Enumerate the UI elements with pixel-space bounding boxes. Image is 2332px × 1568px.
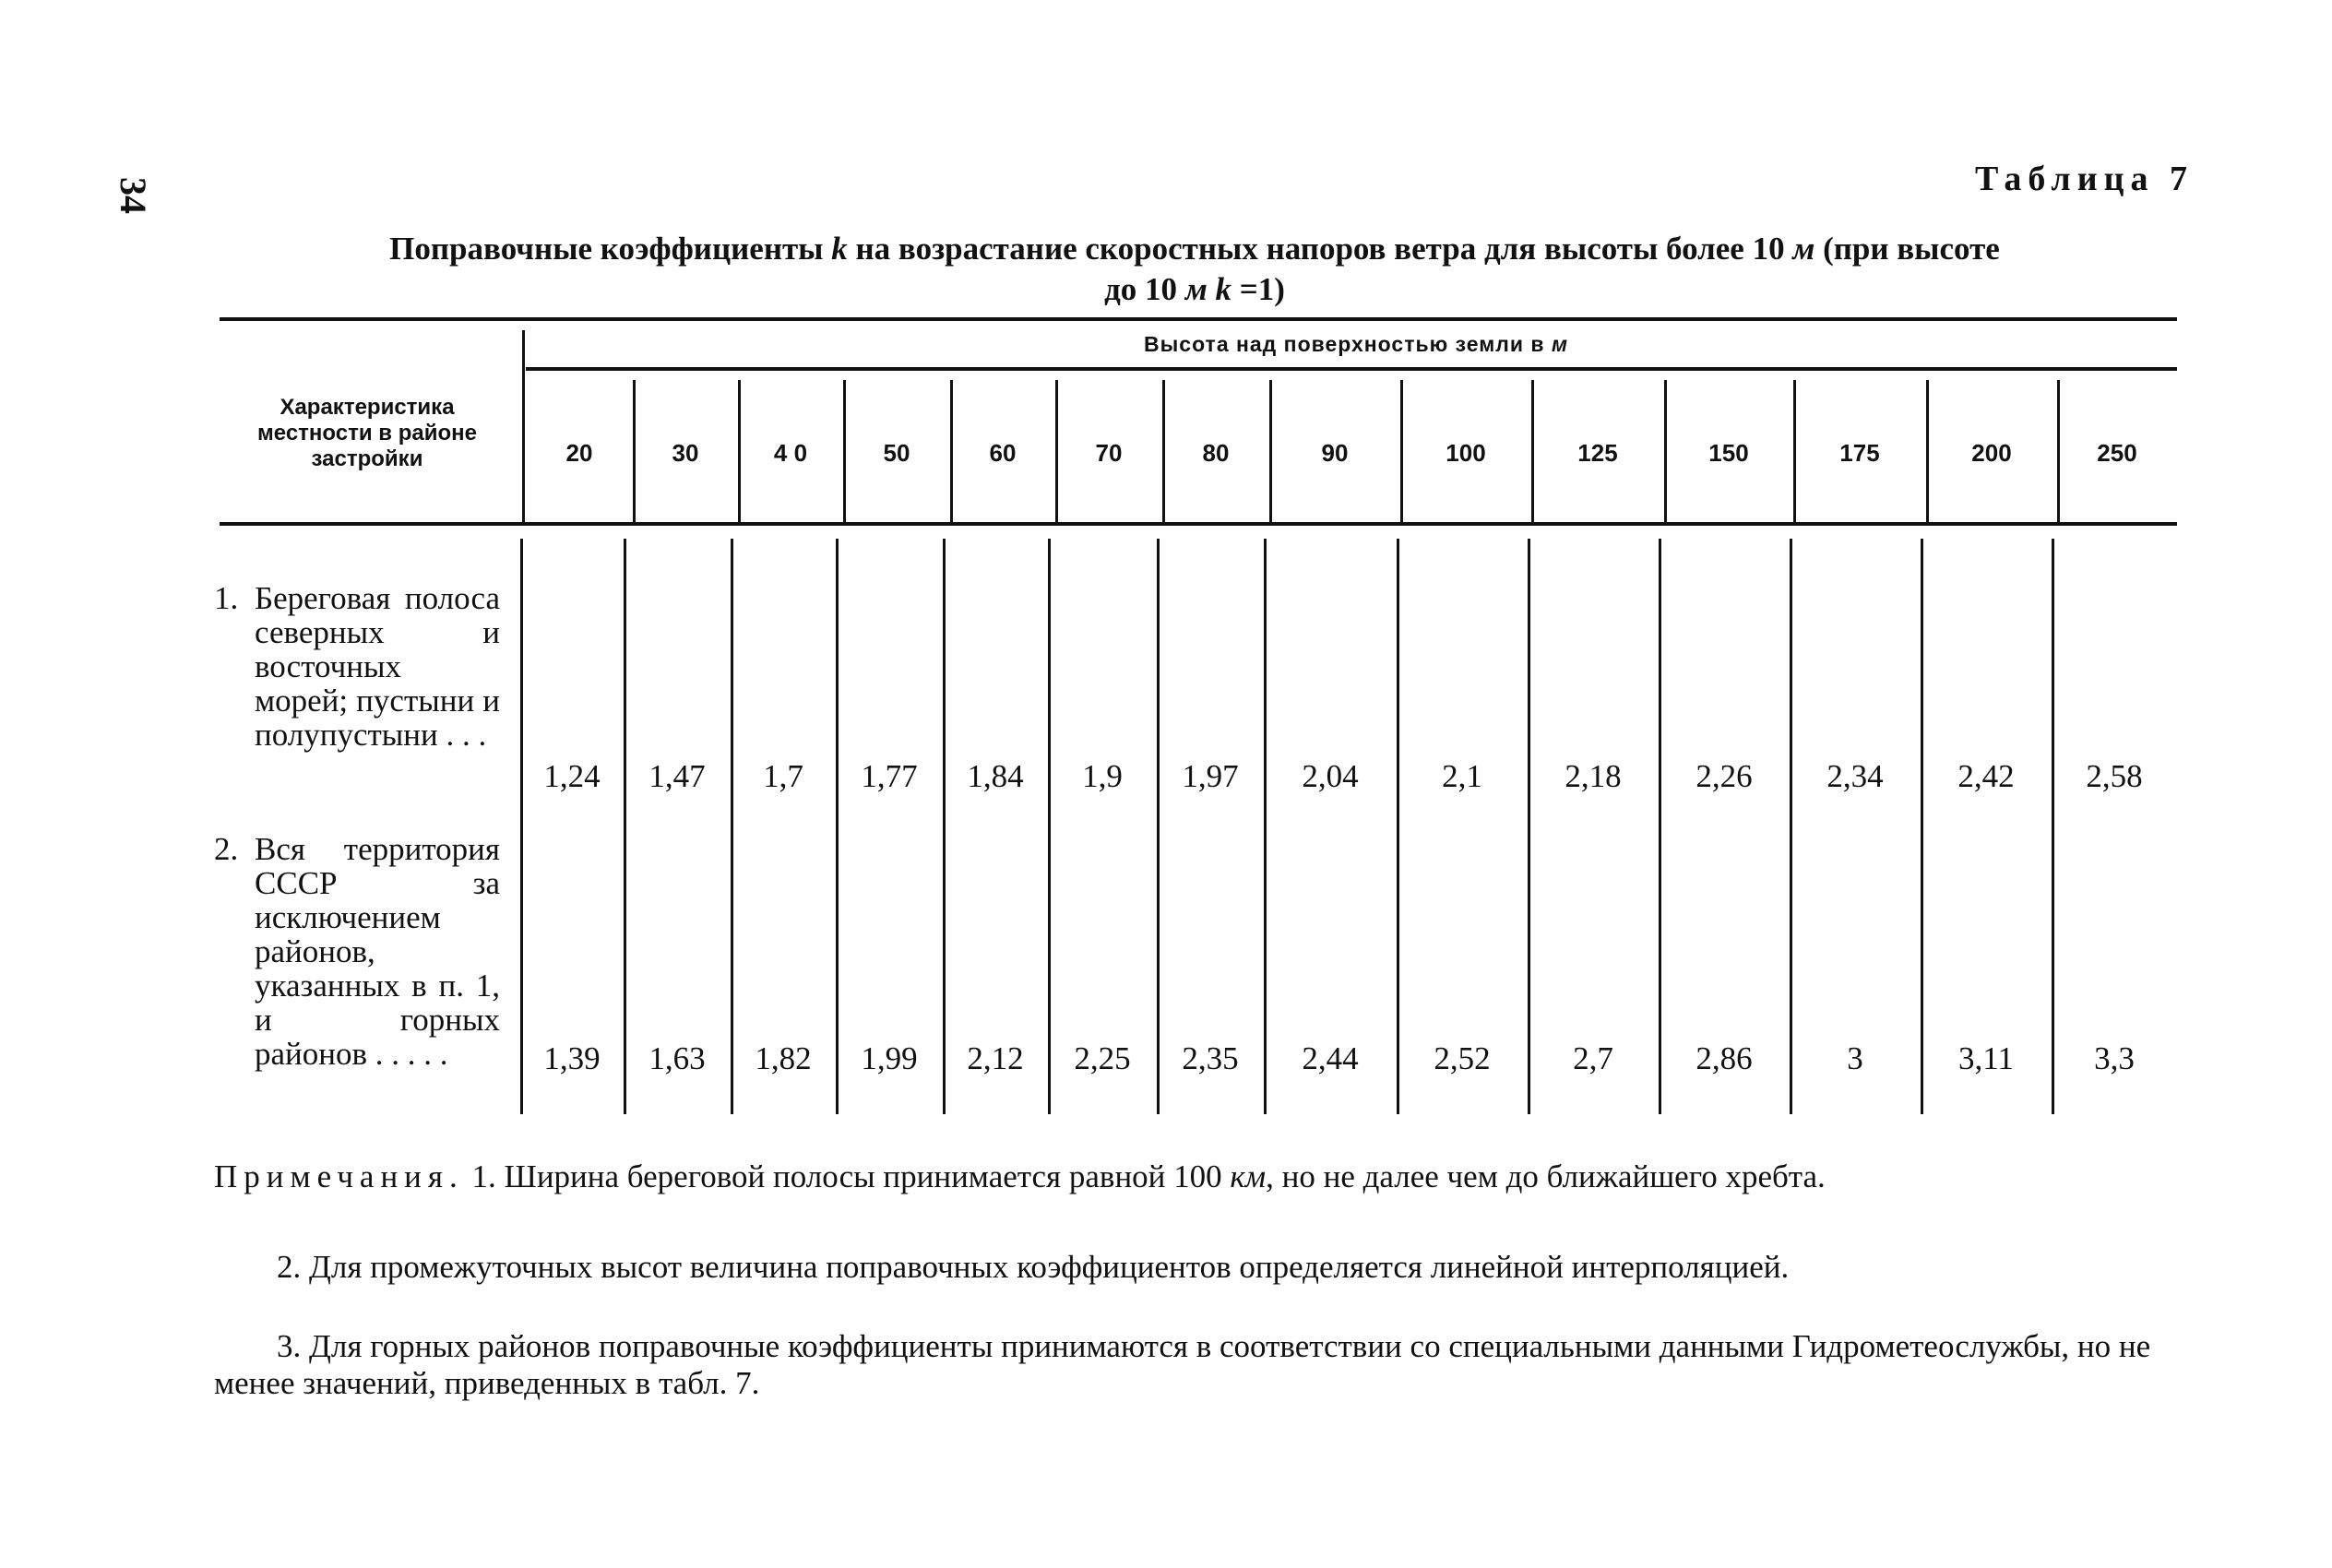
note-1-unit: км (1230, 1158, 1267, 1194)
body-column-divider (1921, 539, 1923, 1114)
body-column-divider (624, 539, 626, 1114)
table-cell: 1,82 (755, 1040, 812, 1076)
body-column-divider (1659, 539, 1661, 1114)
table-cell: 2,35 (1182, 1040, 1239, 1076)
header-bottom-rule (220, 522, 2177, 526)
note-1 (214, 1158, 2197, 1195)
body-column-divider (1264, 539, 1267, 1114)
table-cell: 3 (1847, 1040, 1863, 1076)
column-header: 30 (672, 439, 699, 467)
table-cell: 1,84 (967, 758, 1024, 794)
row-text: Береговая полоса северных и восточных морей; пустыни и полупустыни . . . (255, 580, 500, 753)
table-cell: 2,18 (1565, 758, 1622, 794)
characteristic-header: Характеристика местности в районе застройки (257, 395, 477, 471)
table-cell: 3,3 (2094, 1040, 2135, 1076)
column-header: 125 (1577, 439, 1618, 467)
table-cell: 2,25 (1074, 1040, 1131, 1076)
table-cell: 1,7 (763, 758, 803, 794)
title-m: м (1792, 231, 1815, 267)
row-label-2 (214, 832, 500, 1071)
table-cell: 2,34 (1826, 758, 1884, 794)
table-cell: 2,58 (2086, 758, 2143, 794)
title-k: k (831, 231, 848, 267)
title-part3: (при высоте (1814, 231, 2000, 267)
column-header: 4 0 (773, 439, 808, 467)
row-label-1 (214, 581, 500, 752)
table-cell: 3,11 (1958, 1040, 2014, 1076)
page-number: 34 (113, 177, 154, 214)
note-2: 2. Для промежуточных высот величина поправочных коэффициентов определяется линейной интерполяцией. (277, 1249, 1790, 1285)
table-cell: 1,63 (648, 1040, 706, 1076)
table-cell: 2,1 (1442, 758, 1482, 794)
title-line2b: =1) (1231, 271, 1285, 307)
title-line2a: до 10 (1104, 271, 1185, 307)
column-header: 100 (1446, 439, 1486, 467)
table-cell: 2,42 (1957, 758, 2015, 794)
note-3-text: 3. Для горных районов поправочные коэффициенты принимаются в соответствии со специальными данными Гидрометеослужбы, но не менее значений, приведенных в табл. 7. (214, 1328, 2151, 1401)
header-divider (522, 330, 525, 522)
title-part2: на возрастание скоростных напоров ветра для высоты более 10 (847, 231, 1793, 267)
body-column-divider (731, 539, 733, 1114)
row-number: 2. (214, 831, 239, 867)
table-cell: 2,52 (1434, 1040, 1491, 1076)
body-column-divider (1157, 539, 1160, 1114)
table-cell: 1,9 (1082, 758, 1123, 794)
table-label: Таблица 7 (1974, 160, 2194, 198)
table-cell: 2,26 (1695, 758, 1753, 794)
table-cell: 1,39 (543, 1040, 601, 1076)
table-cell: 1,47 (648, 758, 706, 794)
notes-lead: Примечания. (214, 1158, 464, 1194)
column-header: 250 (2097, 439, 2137, 467)
column-header: 50 (883, 439, 910, 467)
column-header: 150 (1708, 439, 1749, 467)
body-column-divider (520, 539, 523, 1114)
body-column-divider (2052, 539, 2054, 1114)
column-header: 20 (565, 439, 593, 467)
table-cell: 2,86 (1695, 1040, 1753, 1076)
table-cell: 1,24 (543, 758, 601, 794)
column-header: 80 (1202, 439, 1230, 467)
column-header: 60 (989, 439, 1017, 467)
column-header: 70 (1095, 439, 1123, 467)
table-cell: 1,77 (861, 758, 918, 794)
table-top-rule (220, 317, 2177, 321)
column-header: 90 (1321, 439, 1349, 467)
column-header: 200 (1971, 439, 2012, 467)
table-title (277, 229, 2112, 310)
title-line2k: k (1207, 271, 1232, 307)
column-header: 175 (1839, 439, 1880, 467)
group-header-text: Высота над поверхностью земли в (1144, 332, 1552, 356)
body-column-divider (943, 539, 946, 1114)
body-column-divider (1790, 539, 1792, 1114)
height-group-header (526, 332, 2186, 357)
table-cell: 2,44 (1302, 1040, 1359, 1076)
note-1-text-b: , но не далее чем до ближайшего хребта. (1266, 1158, 1826, 1194)
body-column-divider (1397, 539, 1399, 1114)
body-column-divider (836, 539, 839, 1114)
body-column-divider (1048, 539, 1051, 1114)
note-3 (214, 1328, 2197, 1402)
table-cell: 2,12 (967, 1040, 1024, 1076)
title-part1: Поправочные коэффициенты (389, 231, 832, 267)
table-cell: 2,7 (1573, 1040, 1613, 1076)
group-header-rule (526, 367, 2177, 371)
table-cell: 1,97 (1182, 758, 1239, 794)
row-number: 1. (214, 580, 239, 616)
table-cell: 2,04 (1302, 758, 1359, 794)
note-1-text-a: 1. Ширина береговой полосы принимается равной 100 (463, 1158, 1231, 1194)
table-cell: 1,99 (861, 1040, 918, 1076)
body-column-divider (1528, 539, 1530, 1114)
title-line2m: м (1184, 271, 1208, 307)
group-header-unit: м (1551, 332, 1568, 356)
row-text: Вся территория СССР за исключением районов, указанных в п. 1, и горных районов . . . . . (255, 831, 500, 1072)
